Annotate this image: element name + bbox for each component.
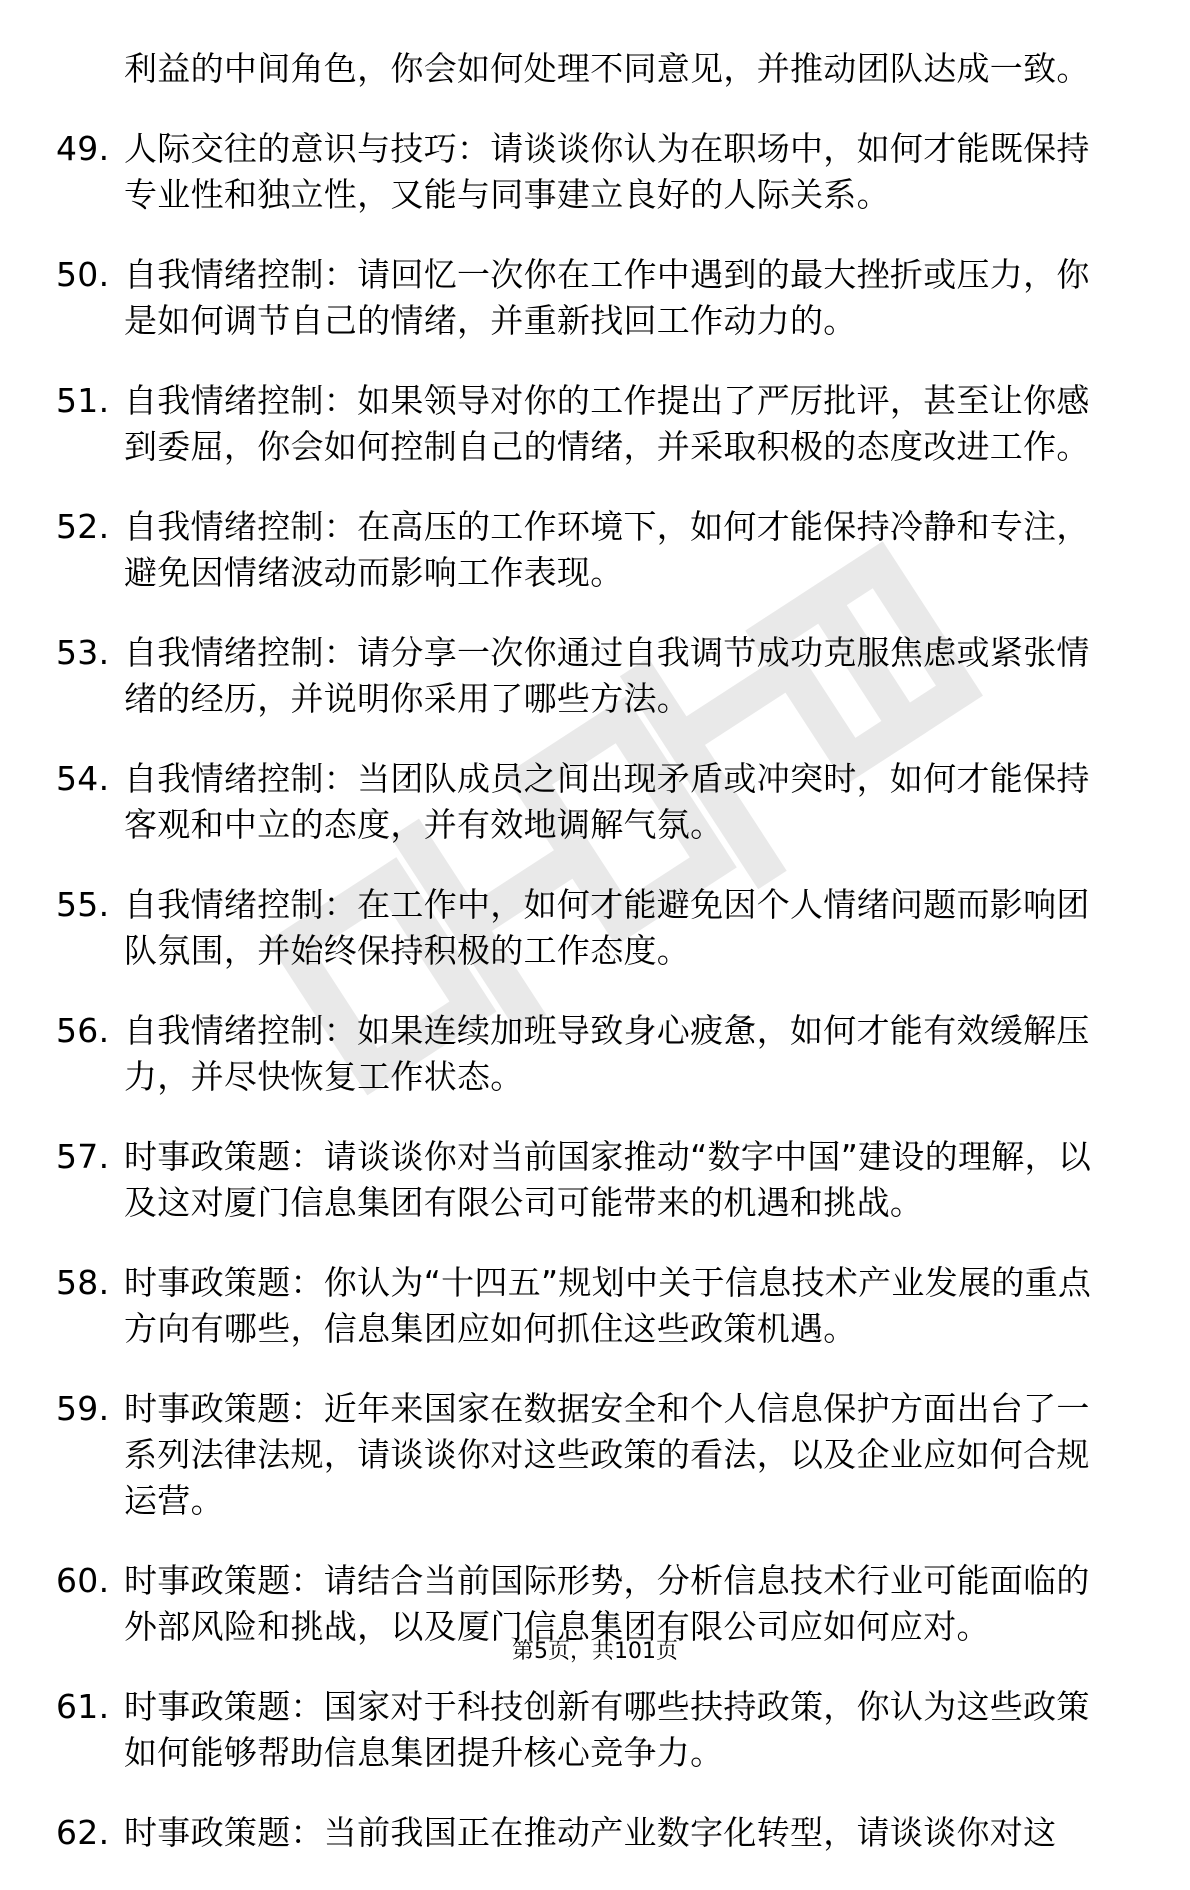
question-number: 50. [56,255,110,294]
question-item [56,504,1116,596]
question-number: 55. [56,885,110,924]
question-text: 自我情绪控制：当团队成员之间出现矛盾或冲突时，如何才能保持客观和中立的态度，并有效地调解气氛。 [124,759,1090,844]
question-number: 58. [56,1263,110,1302]
page-footer: 第5页，共101页 [512,1639,678,1664]
question-item [56,1386,1116,1524]
question-text: 自我情绪控制：请回忆一次你在工作中遇到的最大挫折或压力，你是如何调节自己的情绪，并重新找回工作动力的。 [124,255,1090,340]
question-item [56,756,1116,848]
question-item [56,1810,1116,1856]
document-body [56,46,1116,1890]
question-item [56,378,1116,470]
question-text: 时事政策题：请结合当前国际形势，分析信息技术行业可能面临的外部风险和挑战，以及厦门信息集团有限公司应如何应对。 [124,1561,1090,1646]
question-number: 60. [56,1561,110,1600]
question-number: 54. [56,759,110,798]
question-text: 自我情绪控制：如果领导对你的工作提出了严厉批评，甚至让你感到委屈，你会如何控制自己的情绪，并采取积极的态度改进工作。 [124,381,1090,466]
question-item [56,126,1116,218]
question-text: 自我情绪控制：在工作中，如何才能避免因个人情绪问题而影响团队氛围，并始终保持积极的工作态度。 [124,885,1090,970]
question-number: 53. [56,633,110,672]
question-number: 59. [56,1389,110,1428]
question-text: 时事政策题：近年来国家在数据安全和个人信息保护方面出台了一系列法律法规，请谈谈你对这些政策的看法，以及企业应如何合规运营。 [124,1389,1090,1520]
question-number: 56. [56,1011,110,1050]
question-item [56,1134,1116,1226]
question-text: 时事政策题：国家对于科技创新有哪些扶持政策，你认为这些政策如何能够帮助信息集团提升核心竞争力。 [124,1687,1090,1772]
question-number: 51. [56,381,110,420]
question-number: 57. [56,1137,110,1176]
question-number: 49. [56,129,110,168]
question-text: 自我情绪控制：如果连续加班导致身心疲惫，如何才能有效缓解压力，并尽快恢复工作状态。 [124,1011,1090,1096]
question-text: 时事政策题：请谈谈你对当前国家推动“数字中国”建设的理解，以及这对厦门信息集团有限公司可能带来的机遇和挑战。 [124,1137,1092,1222]
question-number: 52. [56,507,110,546]
question-number: 62. [56,1813,110,1852]
question-text: 时事政策题：你认为“十四五”规划中关于信息技术产业发展的重点方向有哪些，信息集团应如何抓住这些政策机遇。 [124,1263,1092,1348]
question-number: 61. [56,1687,110,1726]
question-list [56,126,1116,1856]
question-item [56,252,1116,344]
question-text: 人际交往的意识与技巧：请谈谈你认为在职场中，如何才能既保持专业性和独立性，又能与同事建立良好的人际关系。 [124,129,1090,214]
continued-question-text: 利益的中间角色，你会如何处理不同意见，并推动团队达成一致。 [124,49,1090,88]
question-text: 时事政策题：当前我国正在推动产业数字化转型，请谈谈你对这 [124,1813,1057,1852]
question-item [56,630,1116,722]
question-text: 自我情绪控制：请分享一次你通过自我调节成功克服焦虑或紧张情绪的经历，并说明你采用了哪些方法。 [124,633,1090,718]
question-item [56,1260,1116,1352]
question-text: 自我情绪控制：在高压的工作环境下，如何才能保持冷静和专注，避免因情绪波动而影响工作表现。 [124,507,1090,592]
question-item [56,882,1116,974]
question-item [56,1684,1116,1776]
question-item [56,1008,1116,1100]
